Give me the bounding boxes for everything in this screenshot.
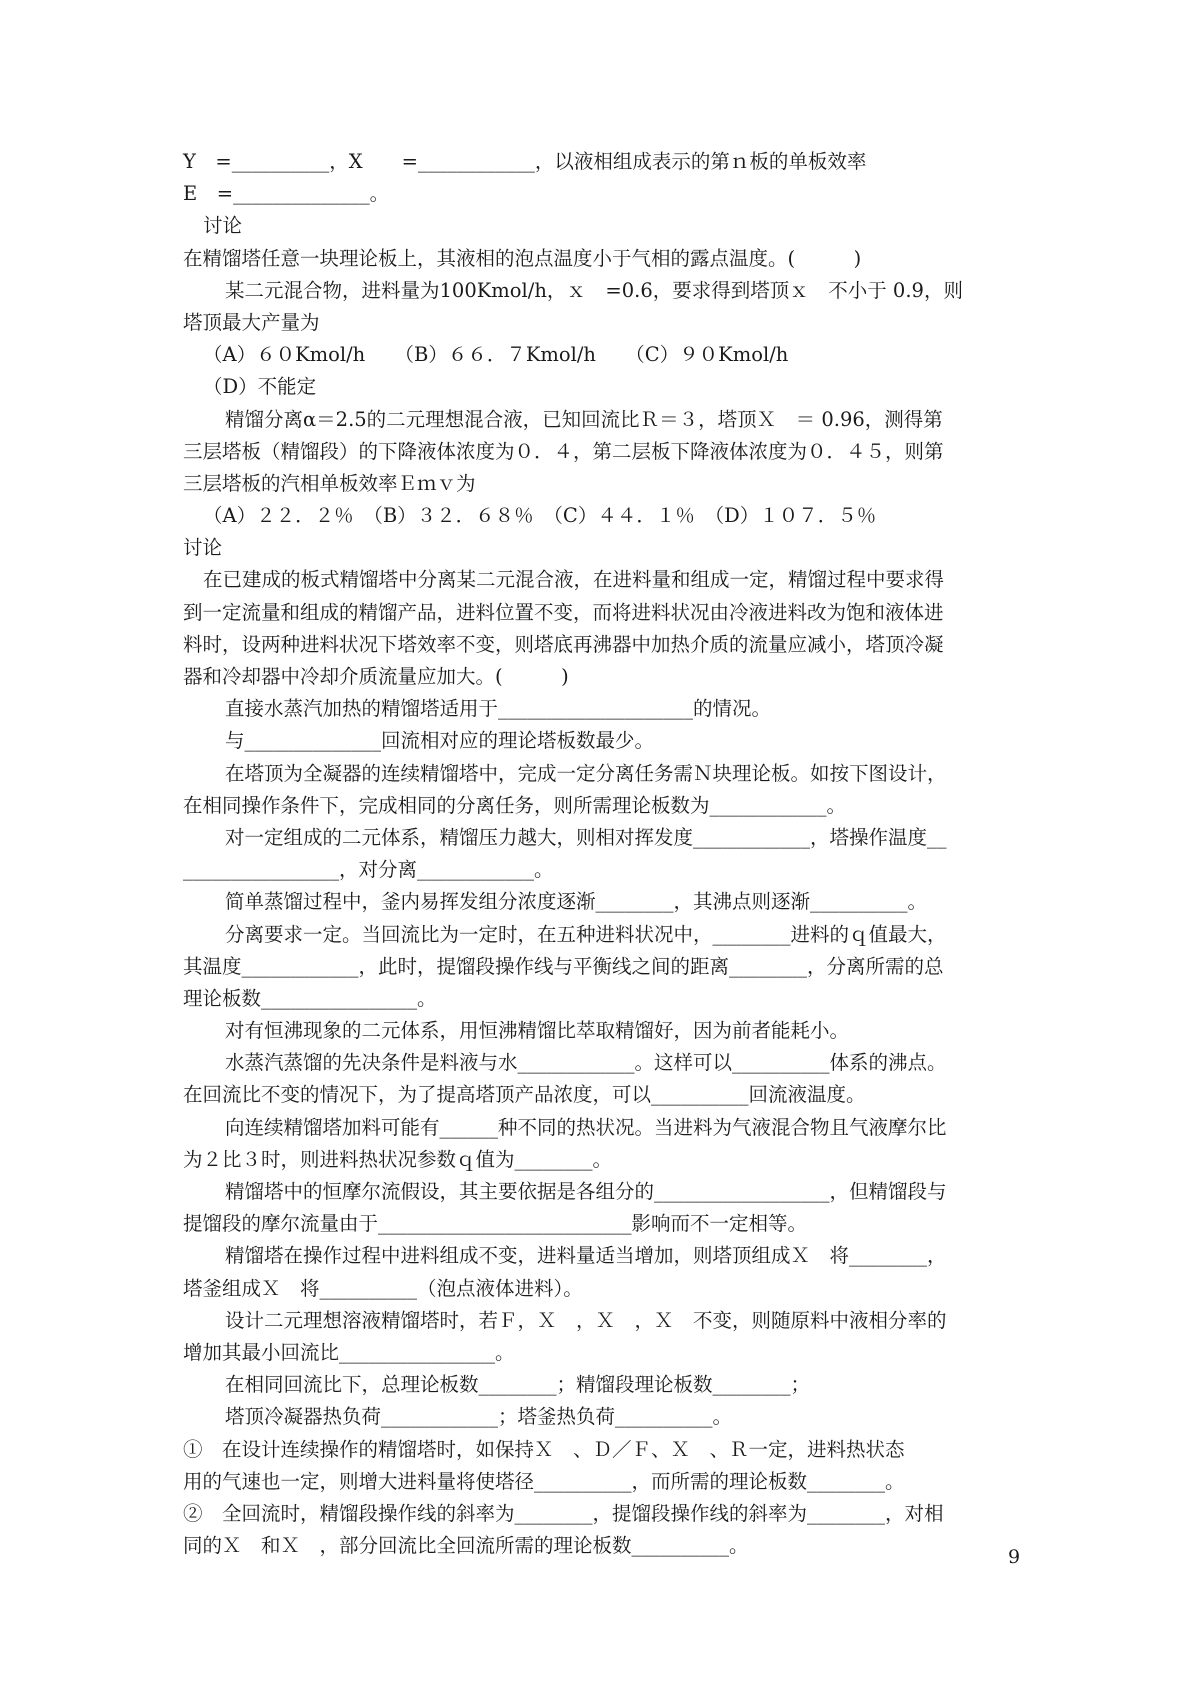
- text-line: ________________，对分离____________。: [183, 858, 554, 882]
- text-line: 料时，设两种进料状况下塔效率不变，则塔底再沸器中加热介质的流量应减小，塔顶冷凝: [183, 632, 944, 656]
- text-line: ① 在设计连续操作的精馏塔时，如保持Ｘ 、Ｄ／Ｆ、Ｘ 、Ｒ一定，进料热状态: [183, 1437, 905, 1461]
- text-line: 在塔顶为全凝器的连续精馏塔中，完成一定分离任务需Ｎ块理论板。如按下图设计，: [225, 761, 947, 785]
- text-line: 水蒸汽蒸馏的先决条件是料液与水____________。这样可以__________体系的沸点。: [225, 1051, 947, 1075]
- page-number: 9: [1008, 1546, 1021, 1568]
- text-line: 用的气速也一定，则增大进料量将使塔径__________，而所需的理论板数________。: [183, 1469, 905, 1493]
- text-line: 器和冷却器中冷却介质流量应加大。( ): [183, 665, 569, 688]
- text-line: ② 全回流时，精馏段操作线的斜率为________，提馏段操作线的斜率为________，对相: [183, 1501, 944, 1525]
- text-line: 向连续精馏塔加料可能有______种不同的热状况。当进料为气液混合物且气液摩尔比: [225, 1115, 947, 1139]
- text-line: 塔顶最大产量为: [183, 310, 320, 334]
- text-line: 精馏塔中的恒摩尔流假设，其主要依据是各组分的__________________，但精馏段与: [225, 1180, 947, 1203]
- text-line: 对一定组成的二元体系，精馏压力越大，则相对挥发度____________，塔操作温度__: [225, 825, 947, 849]
- text-line: 在精馏塔任意一块理论板上，其液相的泡点温度小于气相的露点温度。( ): [183, 246, 862, 270]
- text-line: 塔釜组成Ｘ 将__________（泡点液体进料）。: [183, 1276, 583, 1300]
- text-line: 精馏塔在操作过程中进料组成不变，进料量适当增加，则塔顶组成Ｘ 将________，: [225, 1244, 947, 1268]
- text-line: 对有恒沸现象的二元体系，用恒沸精馏比萃取精馏好，因为前者能耗小。: [225, 1019, 850, 1043]
- text-line: 在相同操作条件下，完成相同的分离任务，则所需理论板数为____________。: [183, 793, 847, 817]
- text-line: 三层塔板（精馏段）的下降液体浓度为０．４，第二层板下降液体浓度为０．４５，则第: [183, 439, 944, 463]
- text-line: 直接水蒸汽加热的精馏塔适用于____________________的情况。: [225, 697, 772, 721]
- text-line: 精馏分离α＝2.5的二元理想混合液，已知回流比Ｒ＝３，塔顶Ｘ ＝ 0.96，测得第: [225, 407, 943, 431]
- text-line: 增加其最小回流比________________。: [183, 1340, 515, 1364]
- text-line: 在已建成的板式精馏塔中分离某二元混合液，在进料量和组成一定，精馏过程中要求得: [203, 568, 945, 592]
- text-line: 为２比３时，则进料热状况参数ｑ值为________。: [183, 1147, 613, 1171]
- text-line: 三层塔板的汽相单板效率Ｅｍｖ为: [183, 471, 476, 495]
- text-line: 分离要求一定。当回流比为一定时，在五种进料状况中，________进料的ｑ值最大，: [225, 922, 947, 946]
- text-line: 塔顶冷凝器热负荷____________；塔釜热负荷__________。: [225, 1405, 733, 1429]
- text-line: 简单蒸馏过程中，釜内易挥发组分浓度逐渐________，其沸点则逐渐__________。: [225, 890, 928, 914]
- section-heading: 讨论: [183, 536, 223, 560]
- text-line: 设计二元理想溶液精馏塔时，若Ｆ，Ｘ ，Ｘ ，Ｘ 不变，则随原料中液相分率的: [225, 1308, 947, 1332]
- text-line: 在回流比不变的情况下，为了提高塔顶产品浓度，可以__________回流液温度。: [183, 1083, 866, 1107]
- option-line: （A）２２．２％ （B）３２．６８％ （C）４４．１％ （D）１０７．５％: [203, 504, 877, 528]
- option-line: （D）不能定: [203, 375, 317, 399]
- text-line: 某二元混合物，进料量为100Kmol/h，ｘ =0.6，要求得到塔顶ｘ 不小于 0.9，则: [225, 278, 963, 302]
- text-line: 在相同回流比下，总理论板数________；精馏段理论板数________；: [225, 1373, 811, 1397]
- text-line: 与______________回流相对应的理论塔板数最少。: [225, 729, 655, 753]
- text-line: 提馏段的摩尔流量由于__________________________影响而不一定相等。: [183, 1212, 808, 1236]
- text-line: 理论板数________________。: [183, 986, 437, 1010]
- text-line: 其温度____________，此时，提馏段操作线与平衡线之间的距离________，分离所需的总: [183, 954, 944, 978]
- text-line: 同的Ｘ 和Ｘ ，部分回流比全回流所需的理论板数__________。: [183, 1534, 749, 1558]
- option-line: （A）６０Kmol/h （B）６６．７Kmol/h （C）９０Kmol/h: [203, 343, 789, 367]
- document-body: [183, 146, 1018, 1562]
- text-line: Y =__________，X =____________，以液相组成表示的第ｎ板的单板效率: [183, 150, 867, 173]
- text-line: 到一定流量和组成的精馏产品，进料位置不变，而将进料状况由冷液进料改为饱和液体进: [183, 600, 944, 624]
- text-line: E =______________。: [183, 182, 390, 206]
- section-heading: 讨论: [203, 214, 243, 238]
